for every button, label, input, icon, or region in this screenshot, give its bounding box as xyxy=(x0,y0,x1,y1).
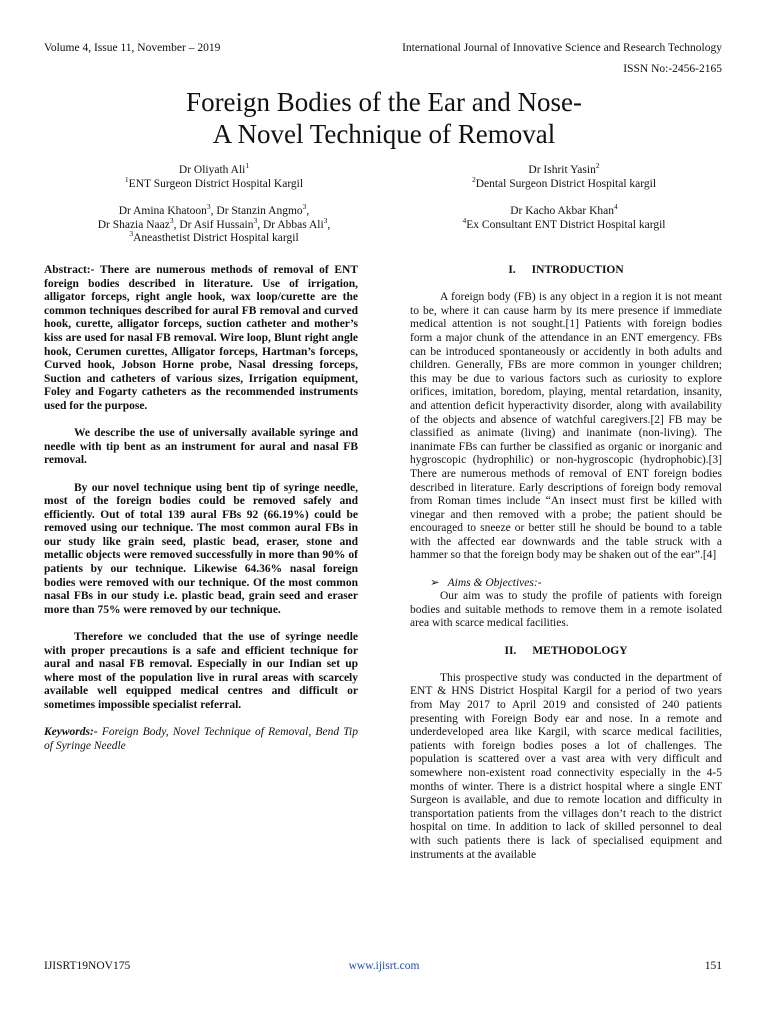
affiliation: Aneasthetist District Hospital kargil xyxy=(133,232,299,244)
keywords-text: Foreign Body, Novel Technique of Removal, Bend Tip of Syringe Needle xyxy=(44,726,358,752)
aims-paragraph: Our aim was to study the profile of patients with foreign bodies and suitable methods to remove them in a remote isolated area with scarce medical facilities. xyxy=(410,590,722,630)
abstract-paragraph: Abstract:- There are numerous methods of removal of ENT foreign bodies described in literature. Use of irrigation, alligator forceps, right angle hook, wax loop/curette are the common techniques described for aural FB removal and curved hook, curette, alligator forceps, suction catheter and mother’s kiss are used for nasal FB removal. Wire loop, Blunt right angle hook, Cerumen curettes, Alligator forceps, Hartman’s forceps, Curved hook, Jobson Horne probe, Nasal dressing forceps, Suction and catheters of various sizes, Irrigation equipment, Foley and Fogarty catheters as the recommended instruments used for the purpose. xyxy=(44,264,358,412)
affiliation: Dental Surgeon District Hospital kargil xyxy=(475,177,657,190)
journal-name: International Journal of Innovative Science and Research Technology xyxy=(402,42,722,54)
abstract-paragraph: We describe the use of universally available syringe and needle with tip bent as an instrument for aural and nasal FB removal. xyxy=(44,427,358,467)
affiliation-line xyxy=(404,215,724,233)
affiliation-sup: 2 xyxy=(471,174,476,184)
author-sup: 2 xyxy=(595,161,600,171)
author-sup: 3 xyxy=(323,215,328,225)
intro-paragraph: A foreign body (FB) is any object in a region it is not meant to be, where it can cause harm by its mere presence if immediate medical attention is not sought.[1] Patients with foreign bodies form a major chunk of the attendance in an ENT emergency. FBs can be introduced spontaneously or accidently in both adults and children. Generally, FBs are more common in younger children; this may be due to various factors such as curiosity to explore orifices, imitation, boredom, playing, mental retardation, insanity, and attention deficit hyperactivity disorder, along with availability of the objects and absence of watchful caregivers.[2] FB may be classified as animate (living) and inanimate (non-living). The inanimate FBs can further be classified as organic or inorganic and hygroscopic (hydrophilic) or non-hygroscopic (hydrophobic).[3] There are numerous methods of removal of ENT foreign bodies described in literature. Early descriptions of foreign body removal from Roman times include “An insect must first be killed with vinegar and then removed with a probe; the patient should be encouraged to sneeze or better still he should be bound to a table with the affected ear downwards and the table struck with a hammer so that the foreign body may be shaken out of the ear”.[4] xyxy=(410,291,722,562)
section-title: METHODOLOGY xyxy=(532,644,628,657)
affiliation-line xyxy=(44,174,384,192)
author-sup: 3 xyxy=(169,215,174,225)
issn: ISSN No:-2456-2165 xyxy=(623,63,722,75)
authors-left xyxy=(44,161,384,246)
title-line-1: Foreign Bodies of the Ear and Nose- xyxy=(186,87,582,117)
abstract-paragraph: Therefore we concluded that the use of syringe needle with proper precautions is a safe and efficient technique for aural and nasal FB removal. Especially in our Indian set up where most of the population live in rural areas with scarcely available well equipped medical centres and difficult or sometimes impossible specialist referral. xyxy=(44,631,358,711)
author-sup: 4 xyxy=(614,202,618,212)
separator: , xyxy=(327,218,331,231)
affiliation-sup: 3 xyxy=(129,229,134,239)
volume-info: Volume 4, Issue 11, November – 2019 xyxy=(44,42,221,54)
author-sup: 1 xyxy=(245,161,250,171)
methodology-paragraph: This prospective study was conducted in the department of ENT & HNS District Hospital Kargil for a period of two years from May 2017 to April 2019 and consisted of 240 patients presenting with Foreign Body ear and nose. In a remote and underdeveloped area like Kargil, with scarce medical facilities, patients with foreign bodies poses a lot of challenges. The population is scattered over a vast area with very difficult and somewhere non-existent road connectivity especially in the 4-5 months of winter. There is a district hospital where a single ENT Surgeon is available, and due to remote location and difficulty in transportation patients from the villages don’t reach to the district hospital on time. In addition to lack of skilled personnel to deal with such patients there is lack of specialised equipment and instruments at the available xyxy=(410,671,722,861)
aims-label: Aims & Objectives:- xyxy=(447,576,542,589)
affiliation: ENT Surgeon District Hospital Kargil xyxy=(128,177,304,190)
affiliation-sup: 1 xyxy=(124,174,129,184)
section-heading-methodology xyxy=(410,645,722,659)
affiliation: Ex Consultant ENT District Hospital kargil xyxy=(466,218,666,231)
author-name: Dr Shazia Naaz xyxy=(97,218,170,231)
authors-right xyxy=(404,161,724,232)
footer-url-link[interactable]: www.ijisrt.com xyxy=(348,960,420,972)
right-column xyxy=(410,264,722,876)
author-line xyxy=(44,215,384,233)
author-name: , Dr Stanzin Angmo xyxy=(210,205,303,217)
author-line xyxy=(44,161,384,178)
author-name: Dr Amina Khatoon xyxy=(118,205,207,217)
title-line-2: A Novel Technique of Removal xyxy=(212,119,556,149)
page-number: 151 xyxy=(704,960,722,972)
author-name: , Dr Asif Hussain xyxy=(173,218,254,231)
author-line xyxy=(44,202,384,219)
section-heading-introduction xyxy=(410,264,722,278)
left-column xyxy=(44,264,358,767)
author-name: Dr Kacho Akbar Khan xyxy=(510,205,615,217)
separator: , xyxy=(306,205,310,217)
author-sup: 3 xyxy=(302,202,307,212)
abstract-paragraph: By our novel technique using bent tip of syringe needle, most of the foreign bodies could be removed safely and efficiently. Out of total 139 aural FBs 92 (66.19%) could be removed using our technique. The most common aural FBs in our study like grain seed, plastic bead, eraser, stone and metallic objects were removed successfully in more than 90% of patients by our technique. Likewise 64.36% nasal foreign bodies were removed with our technique. Of the most common nasal FBs in our study i.e. plastic bead, grain seed and eraser more than 75% were removed by our technique. xyxy=(44,481,358,616)
author-name: , Dr Abbas Ali xyxy=(257,218,324,231)
author-sup: 3 xyxy=(253,215,258,225)
keywords xyxy=(44,726,358,753)
section-number: I. xyxy=(508,264,516,276)
section-number: II. xyxy=(504,644,517,657)
author-sup: 3 xyxy=(206,202,211,212)
arrow-bullet-icon: ➢ xyxy=(430,576,440,589)
author-name: Dr Ishrit Yasin xyxy=(528,164,596,176)
footer-paper-id: IJISRT19NOV175 xyxy=(44,960,131,972)
aims-heading xyxy=(430,577,722,591)
author-name: Dr Oliyath Ali xyxy=(178,164,246,176)
affiliation-line xyxy=(44,229,384,246)
section-title: INTRODUCTION xyxy=(531,264,624,276)
affiliation-line xyxy=(404,174,724,192)
author-line xyxy=(404,161,724,178)
affiliation-sup: 4 xyxy=(462,215,467,225)
keywords-label: Keywords:- xyxy=(44,726,98,739)
author-line xyxy=(404,202,724,219)
paper-title xyxy=(0,86,768,150)
